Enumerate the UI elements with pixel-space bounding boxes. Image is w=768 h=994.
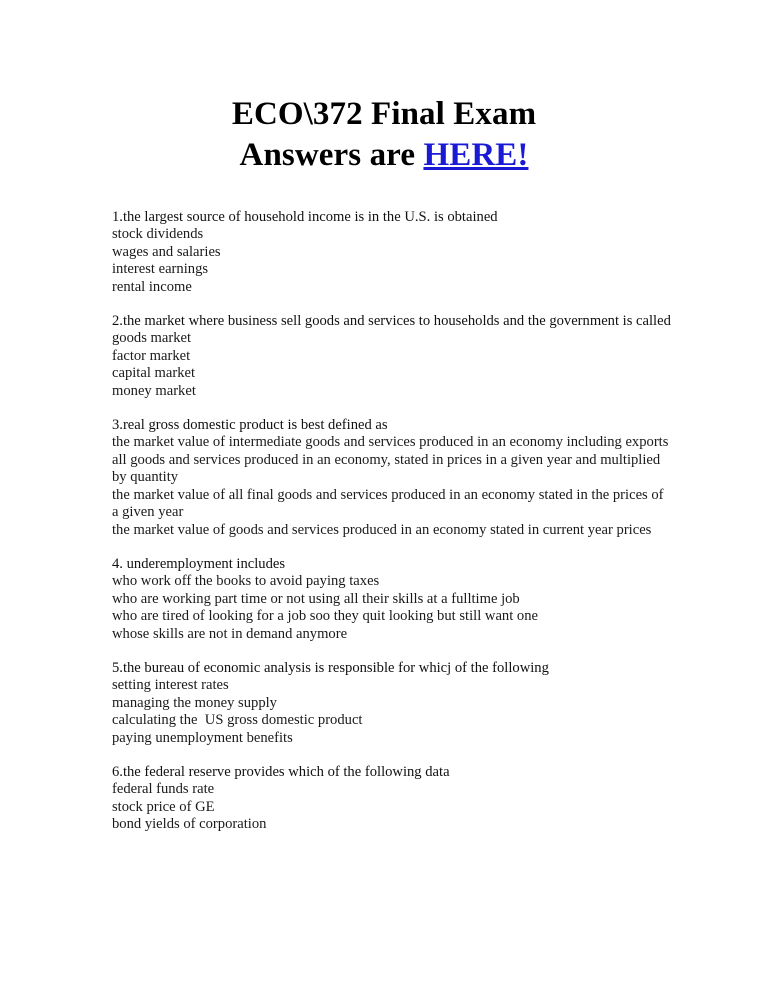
question-block xyxy=(112,313,672,400)
question-list xyxy=(112,209,672,834)
answer-option[interactable]: calculating the US gross domestic product xyxy=(112,712,363,729)
page-title-line-1: ECO\372 Final Exam xyxy=(231,96,537,132)
page-title xyxy=(0,0,768,176)
answer-option[interactable]: stock price of GE xyxy=(112,798,215,815)
answer-option[interactable]: capital market xyxy=(112,365,196,382)
page-title-line-2-text: Answers are xyxy=(239,137,424,173)
answer-option[interactable]: who are working part time or not using all their skills at a fulltime job xyxy=(112,590,520,607)
answer-option[interactable]: all goods and services produced in an economy, stated in prices in a given year and multiplied by quantity xyxy=(112,451,664,486)
answer-option[interactable]: managing the money supply xyxy=(112,694,277,711)
answer-option[interactable]: interest earnings xyxy=(112,261,209,278)
question-stem: 5.the bureau of economic analysis is responsible for whicj of the following xyxy=(112,659,549,676)
question-block xyxy=(112,417,672,539)
question-block xyxy=(112,764,672,834)
answer-option[interactable]: who work off the books to avoid paying taxes xyxy=(112,573,380,590)
page-title-line-2 xyxy=(86,135,682,176)
question-stem: 3.real gross domestic product is best defined as xyxy=(112,417,388,434)
answer-option[interactable]: who are tired of looking for a job soo they quit looking but still want one xyxy=(112,608,538,625)
answer-option[interactable]: the market value of intermediate goods and services produced in an economy including exports xyxy=(112,434,669,451)
question-stem: 2.the market where business sell goods and services to households and the government is called xyxy=(112,313,671,330)
answer-option[interactable]: wages and salaries xyxy=(112,243,221,260)
answer-option[interactable]: paying unemployment benefits xyxy=(112,729,293,746)
answer-option[interactable]: setting interest rates xyxy=(112,677,229,694)
answer-option[interactable]: whose skills are not in demand anymore xyxy=(112,625,348,642)
answer-option[interactable]: stock dividends xyxy=(112,226,204,243)
question-stem: 4. underemployment includes xyxy=(112,555,286,572)
here-link[interactable]: HERE! xyxy=(423,137,529,173)
answer-option[interactable]: the market value of goods and services produced in an economy stated in current year prices xyxy=(112,521,652,538)
question-block xyxy=(112,556,672,643)
answer-option[interactable]: rental income xyxy=(112,278,192,295)
answer-option[interactable]: the market value of all final goods and services produced in an economy stated in the prices of a given year xyxy=(112,486,668,521)
answer-option[interactable]: bond yields of corporation xyxy=(112,816,267,833)
question-stem: 6.the federal reserve provides which of the following data xyxy=(112,763,450,780)
answer-option[interactable]: goods market xyxy=(112,330,192,347)
answer-option[interactable]: federal funds rate xyxy=(112,781,215,798)
question-block xyxy=(112,660,672,747)
answer-option[interactable]: money market xyxy=(112,382,196,399)
question-stem: 1.the largest source of household income is in the U.S. is obtained xyxy=(112,209,498,225)
question-block xyxy=(112,209,672,296)
answer-option[interactable]: factor market xyxy=(112,347,191,364)
